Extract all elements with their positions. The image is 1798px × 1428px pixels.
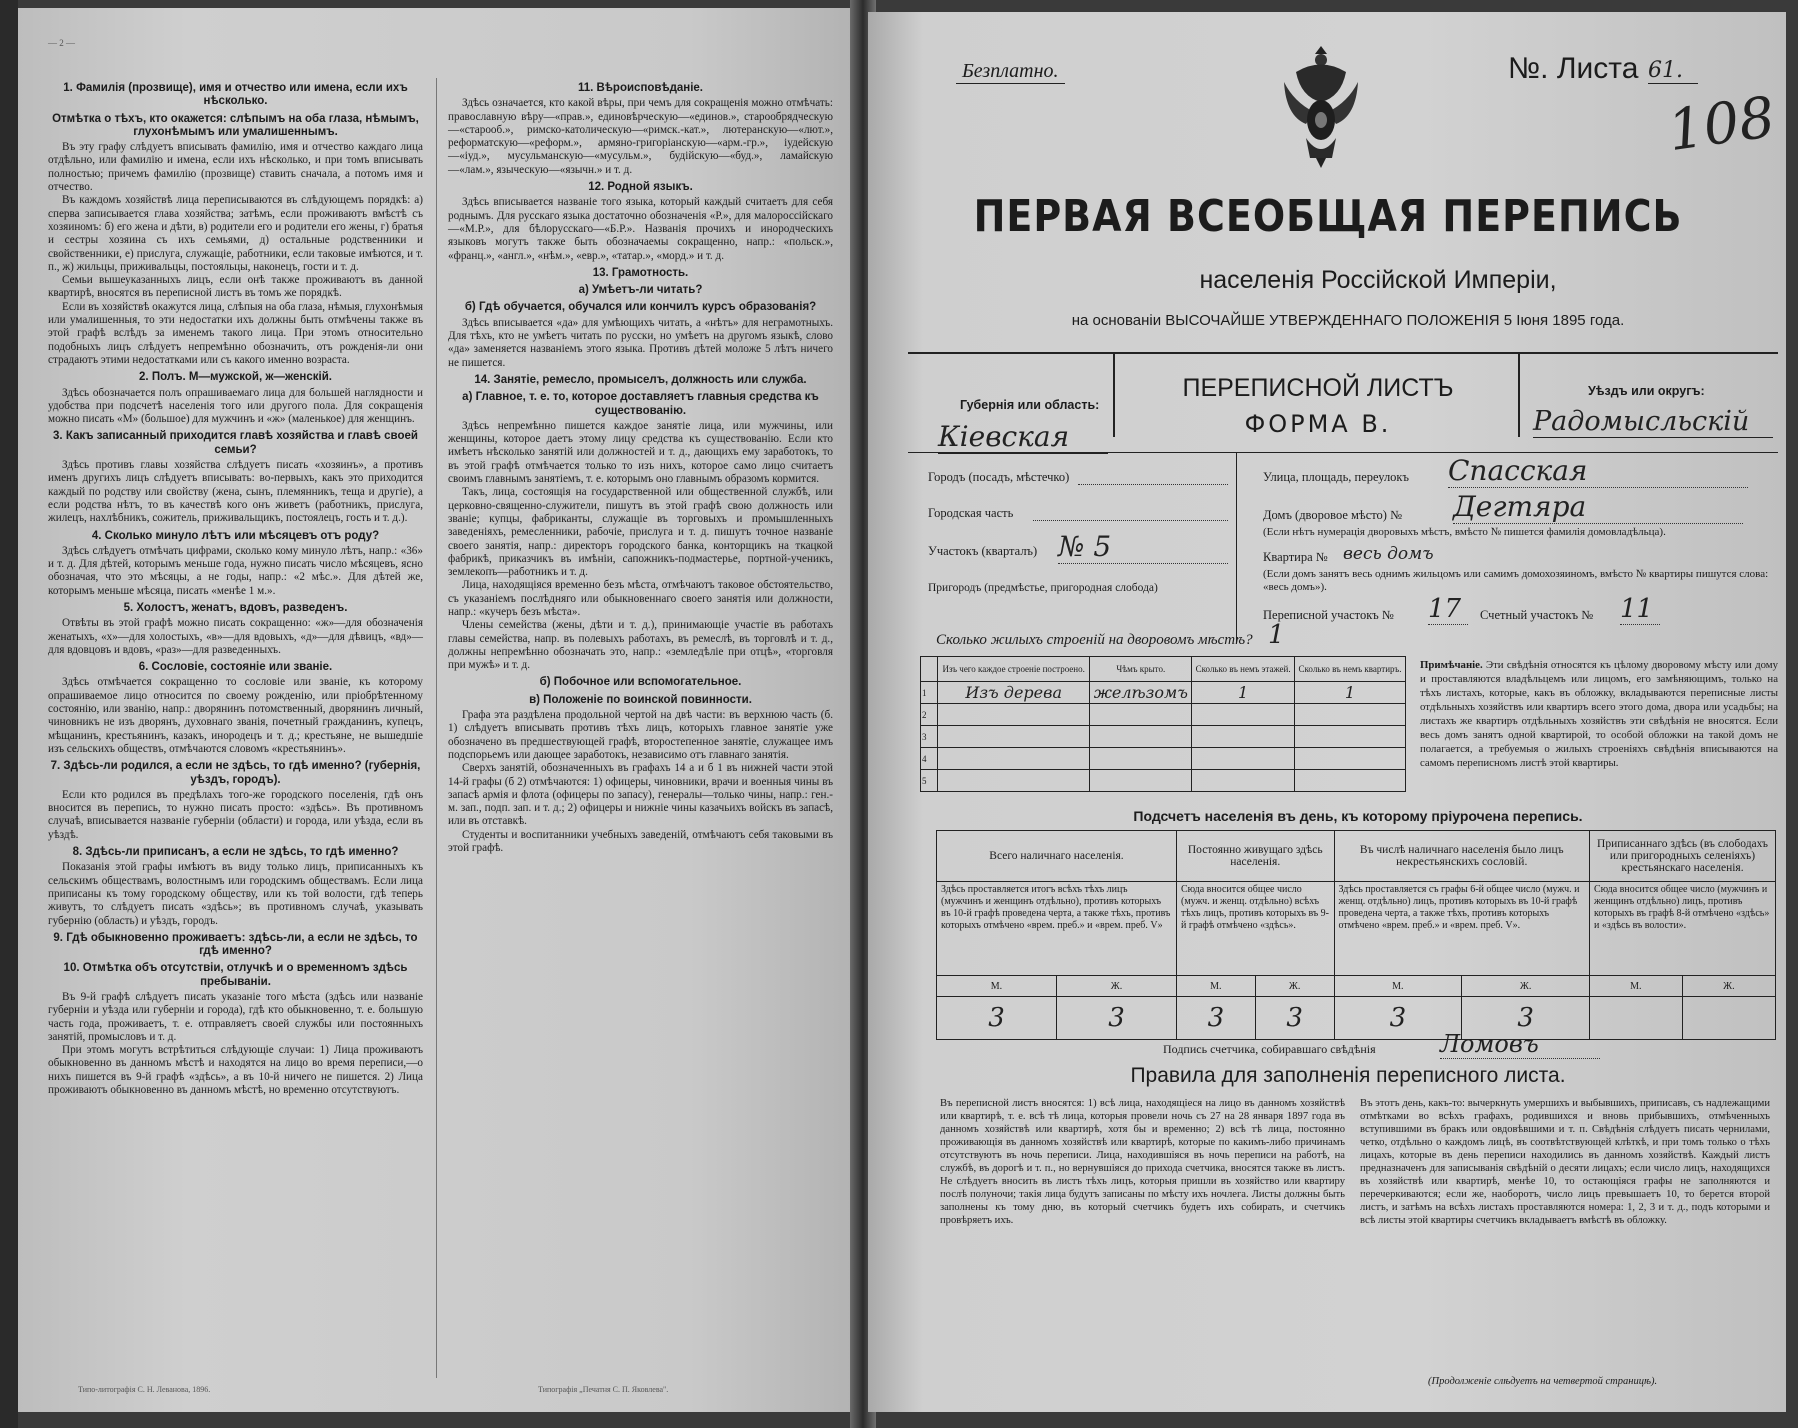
house-note: (Если нѣтъ нумерація дворовыхъ мѣстъ, вмѣсто № пишется фамилія домовладѣльца).	[1263, 526, 1666, 538]
male-subheader: М.	[1589, 976, 1682, 997]
rule	[1113, 352, 1115, 437]
instruction-heading: 1. Фамилія (прозвище), имя и отчество или имена, если ихъ нѣсколько.	[63, 82, 408, 108]
signature-value: Ломовъ	[1440, 1030, 1600, 1059]
population-count-title: Подсчетъ населенія въ день, къ которому пріурочена перепись.	[1133, 808, 1583, 824]
instruction-heading: 6. Сословіе, состояніе или званіе.	[138, 661, 333, 674]
buildings-cell: желѣзомъ	[1090, 682, 1192, 704]
rules-column-1: Въ переписной листъ вносятся: 1) всѣ лица, находящіеся на лицо въ данномъ хозяйствѣ или квартирѣ, т. е. всѣ тѣ лица, которыя провели ночь съ 27 на 28 января 1897 года въ данномъ хозяйствѣ или квартирѣ, хотя бы и временно; 2) всѣ тѣ лица, постоянно проживающія въ данномъ хозяйствѣ или квартирѣ, которые по какимъ-либо причинамъ отсутствуютъ въ ночь переписи. Лица, находившіяся въ ночь переписи на работѣ, на службѣ, въ дорогѣ и т. п., но вернувшіяся до прихода счетчика, вносятся также въ листъ. Не слѣдуетъ вносить въ листъ тѣхъ лицъ, которыя пришли въ хозяйство или квартиру послѣ полуночи; такія лица будутъ записаны по мѣсту ихъ ночлега. Листы должны быть заполнены къ тому дню, въ который счетчикъ будетъ ихъ собирать, и счетчикъ провѣряетъ ихъ.	[940, 1098, 1345, 1226]
instruction-heading: а) Умѣетъ-ли читать?	[578, 284, 703, 297]
instruction-heading: 7. Здѣсь-ли родился, а если не здѣсь, то гдѣ именно? (губернія, уѣздъ, городъ).	[50, 760, 421, 786]
count-header-cell: Постоянно живущаго здѣсь населенія.	[1176, 831, 1334, 882]
buildings-cell	[1294, 704, 1405, 726]
form-title: ПЕРЕПИСНОЙ ЛИСТЪ	[1182, 374, 1454, 402]
buildings-row	[921, 748, 1406, 770]
province-label: Губернія или область:	[960, 398, 1100, 412]
count-description-cell: Сюда вносится общее число (мужч. и женщ. отдѣльно) всѣхъ тѣхъ лицъ, противъ которыхъ въ 9-й графѣ отмѣчено «здѣсь».	[1176, 882, 1334, 976]
rules-title: Правила для заполненія переписного листа.	[1130, 1064, 1566, 1087]
count-value-cell: 3	[1056, 997, 1176, 1040]
instruction-paragraph: Лица, находящіяся временно безъ мѣста, отмѣчаютъ таковое обстоятельство, съ указаніемъ послѣдняго или обыкновеннаго своего занятія или должности, напр.: «кучеръ безъ мѣста».	[448, 579, 833, 618]
instruction-paragraph: Здѣсь непремѣнно пишется каждое занятіе лица, или мужчины, или женщины, которое даетъ этому лицу средства къ существованію. Если кто имѣетъ нѣсколько занятій или должностей и т. д., дающихъ ему заработокъ, то въ этой графѣ отмѣчается только то изъ нихъ, которое само лицо считаетъ своимъ главнымъ занятіемъ, т. е. которымъ оно главнымъ образомъ кормится.	[448, 419, 833, 486]
city-part-field	[1033, 520, 1228, 521]
buildings-cell: 1	[1294, 682, 1405, 704]
street-label: Улица, площадь, переулокъ	[1263, 470, 1409, 484]
rule	[1518, 352, 1520, 437]
count-value-cell: 3	[1334, 997, 1462, 1040]
buildings-cell	[1090, 726, 1192, 748]
buildings-cell	[938, 704, 1090, 726]
instruction-paragraph: Въ каждомъ хозяйствѣ лица переписываются въ слѣдующемъ порядкѣ: а) сперва записывается глава хозяйства; затѣмъ, если проживаютъ вмѣстѣ съ хозяиномъ: б) его жена и дѣти, в) родители его и родители его жены, г) братья и сестры хозяина съ ихъ семьями, д) остальные родственники и свойственники, е) прислуга, служащіе, работники, если таковые имѣются, и т. п., ж) жильцы, приживальцы, постояльцы, наконецъ, гости и т. д.	[48, 194, 423, 273]
count-area-label: Счетный участокъ №	[1480, 608, 1594, 622]
census-title: ПЕРВАЯ ВСЕОБЩАЯ ПЕРЕПИСЬ	[973, 190, 1683, 242]
count-description-cell: Сюда вносится общее число (мужчинъ и женщинъ отдѣльно) лицъ, противъ которыхъ въ графѣ 8-й отмѣчено «здѣсь» и «здѣсь въ волости».	[1589, 882, 1775, 976]
legal-basis: на основаніи ВЫСОЧАЙШЕ УТВЕРЖДЕННАГО ПОЛОЖЕНІЯ 5 Іюня 1895 года.	[1071, 312, 1625, 329]
female-subheader: Ж.	[1056, 976, 1176, 997]
buildings-cell	[938, 770, 1090, 792]
buildings-cell	[938, 748, 1090, 770]
instruction-paragraph: При этомъ могутъ встрѣтиться слѣдующіе случаи: 1) Лица проживаютъ обыкновенно въ данномъ мѣстѣ и находятся на лицо во время переписи,—о нихъ пишется въ 9-й графѣ «здѣсь», а въ 10-й ничего не пишется. 2) Лица проживаютъ обыкновенно въ данномъ мѣстѣ, но временно отсутствуютъ.	[48, 1044, 423, 1097]
instruction-heading: Отмѣтка о тѣхъ, кто окажется: слѣпымъ на оба глаза, нѣмымъ, глухонѣмымъ или умалишеннымъ.	[52, 112, 419, 138]
instruction-paragraph: Если кто родился въ предѣлахъ того-же городского поселенія, гдѣ онъ вносится въ перепись, то нужно писать просто: «здѣсь». Въ противномъ случаѣ, вписывается названіе губерніи (области) и города, или уѣзда, если въ уѣздѣ.	[48, 788, 423, 841]
apartment-label: Квартира №	[1263, 550, 1328, 564]
instructions-column-2	[448, 78, 833, 855]
buildings-row-number: 1	[921, 682, 938, 704]
count-value-cell	[1682, 997, 1775, 1040]
house-label: Домъ (дворовое мѣсто) №	[1263, 508, 1403, 522]
buildings-row	[921, 726, 1406, 748]
rules-footer: (Продолженіе слѣдуетъ на четвертой страницѣ).	[1428, 1376, 1658, 1387]
left-printer-footer: Типо-литографія С. Н. Леванова, 1896.	[78, 1385, 211, 1394]
female-subheader: Ж.	[1682, 976, 1775, 997]
buildings-cell: 1	[1192, 682, 1295, 704]
instruction-heading: 14. Занятіе, ремесло, промыселъ, должность или служба.	[474, 373, 807, 386]
handwritten-archive-number: 108	[1663, 84, 1779, 165]
instruction-heading: 4. Сколько минуло лѣтъ или мѣсяцевъ отъ роду?	[91, 529, 380, 542]
instruction-paragraph: Здѣсь означается, кто какой вѣры, при чемъ для сокращенія можно отмѣчать: православную вѣру—«прав.», единовѣрческую—«единов.», старообрядческую—«старооб.», римско-католическую—«римск.-кат.», лютеранскую—«лют.», реформатскую—«реформ.», армяно-григоріанскую—«арм.-гр.», іудейскую—«іуд.», мусульманскую—«мусульм.», будійскую—«буд.», ламайскую—«лам.», языческую—«язычн.» и т. д.	[448, 97, 833, 176]
instruction-heading: 13. Грамотность.	[592, 266, 689, 279]
instruction-paragraph: Студенты и воспитанники учебныхъ заведеній, отмѣчаютъ себя таковыми въ этой графѣ.	[448, 828, 833, 855]
buildings-cell	[1192, 726, 1295, 748]
census-area-label: Переписной участокъ №	[1263, 608, 1394, 622]
buildings-note	[1420, 658, 1778, 770]
buildings-cell	[1192, 770, 1295, 792]
buildings-cell	[1090, 770, 1192, 792]
instruction-heading: 11. Вѣроисповѣданіе.	[578, 82, 703, 94]
buildings-question: Сколько жилыхъ строеній на дворовомъ мѣстѣ?	[936, 632, 1253, 648]
district-label: Уѣздъ или округъ:	[1588, 384, 1705, 398]
city-part-label: Городская часть	[928, 506, 1014, 520]
instructions-column-1	[48, 78, 423, 1097]
instruction-paragraph: Графа эта раздѣлена продольной чертой на двѣ части: въ верхнюю часть (б. 1) слѣдуетъ вписывать противъ тѣхъ лицъ, которыхъ главное занятіе уже обозначено въ предшествующей графѣ, второстепенное занятіе, служащее имъ подспорьемъ или дающее заработокъ, независимо отъ главнаго занятія.	[448, 709, 833, 761]
population-count-table	[936, 830, 1776, 1040]
house-value: Дегтяра	[1453, 490, 1743, 524]
left-page-header-mark: — 2 —	[48, 38, 75, 48]
signature-label: Подпись счетчика, собиравшаго свѣдѣнія	[1163, 1042, 1376, 1056]
buildings-row	[921, 704, 1406, 726]
buildings-cell	[938, 726, 1090, 748]
instruction-paragraph: Здѣсь обозначается полъ опрашиваемаго лица для большей наглядности и удобства при подсчетѣ населенія того или другого пола. Для сокращенія можно писать «М» (большое) для мужчинъ и «ж» (маленькое) для женщинъ.	[48, 386, 423, 426]
instruction-heading: 10. Отмѣтка объ отсутствіи, отлучкѣ и о временномъ здѣсь пребываніи.	[63, 962, 408, 988]
buildings-header-cell	[921, 657, 938, 682]
buildings-cell	[1090, 748, 1192, 770]
buildings-header-cell: Сколько въ немъ квартиръ.	[1294, 657, 1405, 682]
buildings-row-number: 2	[921, 704, 938, 726]
note-title: Примѣчаніе.	[1420, 659, 1483, 671]
buildings-row-number: 5	[921, 770, 938, 792]
area-value: № 5	[1058, 530, 1228, 564]
instruction-heading: 12. Родной языкъ.	[588, 181, 693, 194]
female-subheader: Ж.	[1462, 976, 1590, 997]
count-header-cell: Въ числѣ наличнаго населенія было лицъ некрестьянскихъ сословій.	[1334, 831, 1589, 882]
buildings-header-cell: Чѣмъ крыто.	[1090, 657, 1192, 682]
province-value: Кіевская	[938, 420, 1108, 454]
apartment-note: (Если домъ занятъ весь однимъ жильцомъ или самимъ домохозяиномъ, вмѣсто № квартиры пишутся слова: «весь домъ»).	[1263, 568, 1769, 593]
city-label: Городъ (посадъ, мѣстечко)	[928, 470, 1070, 484]
suburb-label: Пригородъ (предмѣстье, пригородная слобода)	[928, 582, 1158, 594]
street-value: Спасская	[1448, 454, 1748, 488]
instruction-heading: 2. Полъ. М—мужской, ж—женскій.	[139, 371, 332, 384]
instruction-paragraph: Отвѣты въ этой графѣ можно писать сокращенно: «ж»—для обозначенія женатыхъ, «х»—для холостыхъ, «в»—для вдовыхъ, «д»—для дѣвицъ, «вд»—для вдовцовъ и вдовъ, «раз»—для разведенныхъ.	[48, 617, 423, 656]
instruction-heading: 8. Здѣсь-ли приписанъ, а если не здѣсь, то гдѣ именно?	[72, 846, 399, 859]
instruction-paragraph: Семьи вышеуказанныхъ лицъ, если онѣ также проживаютъ въ данной квартирѣ, вносятся въ переписной листъ въ томъ же порядкѣ.	[48, 274, 423, 300]
instruction-paragraph: Здѣсь противъ главы хозяйства слѣдуетъ писать «хозяинъ», а противъ именъ другихъ лицъ слѣдуетъ вписывать: во-первыхъ, какъ это приходится каждый по родству или свойству (жена, сынъ, племянникъ, теща и другіе), а если родства нѣтъ, то въ качествѣ кого онъ живетъ (работникъ, прислуга, жилецъ, нахлѣбникъ, сожитель, приживальщикъ, постоялецъ, гость и т. д.).	[48, 459, 423, 525]
count-description-cell: Здѣсь проставляется съ графы 6-й общее число (мужч. и женщ. отдѣльно) лицъ, противъ которыхъ въ 10-й графѣ проведена черта, а также тѣхъ, противъ которыхъ отмѣчено «врем. преб.» и «врем. преб. V».	[1334, 882, 1589, 976]
census-form-page	[868, 12, 1786, 1412]
buildings-table	[920, 656, 1406, 792]
buildings-cell	[1192, 748, 1295, 770]
note-text: Эти свѣдѣнія относятся къ цѣлому дворовому мѣсту или дому и проставляются владѣльцемъ или лицомъ, его замѣняющимъ, только на тѣхъ листахъ, которые, какъ въ обложку, вкладываются переписные листы отдѣльныхъ хозяйствъ или квартиръ всего этого дома, двора или усадьбы; на листахъ же квартиръ отдѣльныхъ хозяйствъ эти свѣдѣнія не вносятся. Если весь домъ занятъ одной квартирой, то особой обложки на такой домъ не полагается, а требуемыя о жилыхъ строеніяхъ свѣдѣнія вписываются на самомъ переписномъ листѣ этой квартиры.	[1420, 659, 1779, 769]
buildings-cell	[1294, 770, 1405, 792]
instruction-heading: 3. Какъ записанный приходится главѣ хозяйства и главѣ своей семьи?	[53, 430, 418, 456]
rules-column-2: Въ этотъ день, какъ-то: вычеркнуть умершихъ и выбывшихъ, приписавъ, съ надлежащими отмѣтками во всѣхъ графахъ, родившихся и вновь прибывшихъ, отмѣченныхъ вступившими въ бракъ или овдовѣвшими и т. п. Свѣдѣнія слѣдуетъ писать чернилами, четко, отдѣльно о каждомъ лицѣ, въ соотвѣтствующей клѣткѣ, и при томъ только о тѣхъ лицахъ, которые въ день переписи находились въ данномъ хозяйствѣ. Каждый листъ предназначенъ для записыванія свѣдѣній о десяти лицахъ; если число лицъ, находящихся въ хозяйствѣ или квартирѣ, менѣе 10, то остающіяся графы не заполняются и перечеркиваются; если же, наоборотъ, число лицъ превышаетъ 10, то берется второй листъ, и затѣмъ на всѣхъ листахъ проставляются номера: 1, 2, 3 и т. д., подъ которыми и всѣ листы этой квартиры счетчикъ вкладываетъ вмѣстѣ въ обложку.	[1360, 1098, 1770, 1226]
count-area-value: 11	[1620, 594, 1660, 625]
buildings-row	[921, 682, 1406, 704]
instruction-heading: 5. Холостъ, женатъ, вдовъ, разведенъ.	[123, 601, 348, 614]
buildings-cell	[1294, 726, 1405, 748]
count-header-cell: Приписаннаго здѣсь (въ слободахъ или пригородныхъ селеніяхъ) крестьянскаго населенія.	[1589, 831, 1775, 882]
instruction-paragraph: Показанія этой графы имѣютъ въ виду только лицъ, приписанныхъ къ сельскимъ обществамъ, волостнымъ или городскимъ обществамъ. Если лица приписаны къ тому городскому обществу, или къ той волости, гдѣ теперь живутъ, то слѣдуетъ писать «здѣсь»; въ противномъ случаѣ, указывать губернію (область) и уѣздъ, городъ.	[48, 861, 423, 927]
instruction-paragraph: Члены семейства (жены, дѣти и т. д.), принимающіе участіе въ работахъ главы семейства, напр. въ полевыхъ работахъ, въ ремеслѣ, въ торговлѣ и т. д., должны непремѣнно обозначать это, напр.: «земледѣліе при отцѣ», «торговля при мужѣ» и т. д.	[448, 619, 833, 672]
double-headed-eagle-emblem	[1276, 42, 1366, 172]
sheet-number-value: 61.	[1648, 58, 1698, 84]
city-field	[1078, 484, 1228, 485]
buildings-cell	[1090, 704, 1192, 726]
buildings-row-number: 4	[921, 748, 938, 770]
instruction-paragraph: Если въ хозяйствѣ окажутся лица, слѣпыя на оба глаза, нѣмыя, глухонѣмыя или умалишенныя, то эти недостатки ихъ должны быть отмѣчены также въ этой графѣ вслѣдъ за именемъ такого лица. При этомъ относительно подобныхъ лицъ слѣдуетъ непремѣнно обозначить, отъ рожденія-ли они страдаютъ этими недостатками или съ какого именно возраста.	[48, 300, 423, 366]
instruction-paragraph: Здѣсь вписывается названіе того языка, который каждый считаетъ для себя роднымъ. Для русскаго языка достаточно обозначенія «Р.», для малороссійскаго—«М.Р.», для бѣлорусскаго—«Б.Р.». Названія прочихъ и инородческихъ языковъ могутъ также быть обозначаемы сокращенно, напр.: «польск.», «франц.», «англ.», «нѣм.», «евр.», «татар.», «морд.» и т. д.	[448, 196, 833, 262]
rule	[1236, 452, 1237, 642]
instruction-paragraph: Такъ, лица, состоящія на государственной или общественной службѣ, или церковно-священно-служители, пишутъ въ этой графѣ свою должность или званіе; купцы, фабриканты, служащіе въ торговыхъ и промышленныхъ заведеніяхъ, ремесленники, рабочіе, прислуга и т. д. пишутъ точное названіе своего занятія, напр.: директоръ городского банка, конторщикъ на ткацкой фабрикѣ, приказчикъ въ имѣніи, сапожникъ-подмастерье, портной-ученикъ, землекопъ—работникъ и т. д.	[448, 486, 833, 579]
instruction-paragraph: Сверхъ занятій, обозначенныхъ въ графахъ 14 а и б 1 въ нижней части этой 14-й графы (б 2) отмѣчаются: 1) офицеры, чиновники, врачи и военныя чины въ запасѣ армія и флота (офицеры по запасу), генералы—только чины, напр.: ген.-м. зап., подп. зап. и т. д.; 2) офицеры и нижніе чины казачьихъ войскъ въ запасѣ, или въ отставкѣ.	[448, 762, 833, 828]
count-description-cell: Здѣсь проставляется итогъ всѣхъ тѣхъ лицъ (мужчинъ и женщинъ отдѣльно), противъ которыхъ въ 10-й графѣ проведена черта, а также тѣхъ, противъ которыхъ отмѣчено «врем. преб.» и «врем. преб. V»	[937, 882, 1177, 976]
instruction-paragraph: Въ 9-й графѣ слѣдуетъ писать указаніе того мѣста (здѣсь или названіе губерніи и уѣзда или губерніи и города), гдѣ кто обыкновенно, т. е. большую часть года, проживаетъ, т. е. отправляетъ своей службы или постоянныхъ занятій, промысловъ и т. д.	[48, 991, 423, 1043]
area-label: Участокъ (кварталъ)	[928, 544, 1038, 558]
male-subheader: М.	[1334, 976, 1462, 997]
right-printer-footer: Типографія „Печатня С. П. Яковлева".	[538, 1385, 669, 1394]
instruction-heading: в) Положеніе по воинской повинности.	[529, 693, 752, 706]
left-page-instructions	[18, 8, 858, 1412]
census-subtitle: населенія Россійской Имперіи,	[1199, 266, 1557, 294]
count-value-cell	[1589, 997, 1682, 1040]
rule	[908, 452, 1778, 453]
scan-edge	[0, 0, 18, 1428]
instruction-paragraph: Здѣсь слѣдуетъ отмѣчать цифрами, сколько кому минуло лѣтъ, напр.: «36» и т. д. Для дѣтей, которымъ меньше года, нужно писать число мѣсяцевъ, ясно обозначая, что это мѣсяцы, а не годы, напр.: «2 мѣс.». Для дѣтей же, которымъ меньше мѣсяца, писать «менѣе 1 м.».	[48, 544, 423, 597]
buildings-row-number: 3	[921, 726, 938, 748]
column-divider	[436, 78, 437, 1378]
count-value-cell: 3	[1255, 997, 1334, 1040]
form-subtitle: ФОРМА В.	[1244, 410, 1392, 438]
apartment-value: весь домъ	[1343, 544, 1434, 564]
count-header-cell: Всего наличнаго населенія.	[937, 831, 1177, 882]
female-subheader: Ж.	[1255, 976, 1334, 997]
sheet-number-label: №. Листа	[1508, 52, 1639, 85]
census-area-value: 17	[1428, 594, 1468, 625]
header-rule	[908, 352, 1778, 354]
buildings-row	[921, 770, 1406, 792]
buildings-cell	[1294, 748, 1405, 770]
male-subheader: М.	[1176, 976, 1255, 997]
free-label: Безплатно.	[956, 60, 1065, 84]
instruction-heading: 9. Гдѣ обыкновенно проживаетъ: здѣсь-ли, а если не здѣсь, то гдѣ именно?	[53, 931, 418, 958]
count-value-cell: 3	[1462, 997, 1590, 1040]
buildings-cell: Изъ дерева	[938, 682, 1090, 704]
count-value-cell: 3	[937, 997, 1057, 1040]
instruction-heading: б) Побочное или вспомогательное.	[539, 676, 742, 689]
instruction-heading: б) Гдѣ обучается, обучался или кончилъ курсъ образованія?	[464, 301, 817, 314]
instruction-heading: а) Главное, т. е. то, которое доставляетъ главныя средства къ существованію.	[462, 391, 819, 417]
buildings-value: 1	[1268, 620, 1285, 650]
district-value: Радомысльскій	[1533, 406, 1773, 438]
male-subheader: М.	[937, 976, 1057, 997]
count-value-cell: 3	[1176, 997, 1255, 1040]
buildings-cell	[1192, 704, 1295, 726]
instruction-paragraph: Въ эту графу слѣдуетъ вписывать фамилію, имя и отчество каждаго лица отдѣльно, или фамилію и имена, если ихъ нѣсколько, и при томъ вписывать полностью; причемъ фамилію (прозвище) ставить сначала, а потомъ имя и отчество.	[48, 141, 423, 194]
buildings-header-cell: Сколько въ немъ этажей.	[1192, 657, 1295, 682]
instruction-paragraph: Здѣсь вписывается «да» для умѣющихъ читать, а «нѣтъ» для неграмотныхъ. Для тѣхъ, кто не умѣетъ читать по русски, но умѣетъ на другомъ языкѣ, слово «да» заменяется названіемъ этого языка. Противъ дѣтей моложе 5 лѣтъ ничего не пишется.	[448, 316, 833, 369]
instruction-paragraph: Здѣсь отмѣчается сокращенно то сословіе или званіе, къ которому опрашиваемое лицо относится по своему рожденію, или пріобрѣтенному состоянію, или званію, напр.: дворянинъ потомственный, дворянинъ личный, чиновникъ не изъ дворянъ, духовнаго званія, почетный гражданинъ, купецъ, мѣщанинъ, крестьянинъ, казакъ, инородецъ и т. д.; крестьяне, не вышедшіе изъ сельскихъ обществъ, отмѣчаются словомъ «крестьянинъ».	[48, 676, 423, 755]
buildings-header-cell: Изъ чего каждое строеніе построено.	[938, 657, 1090, 682]
